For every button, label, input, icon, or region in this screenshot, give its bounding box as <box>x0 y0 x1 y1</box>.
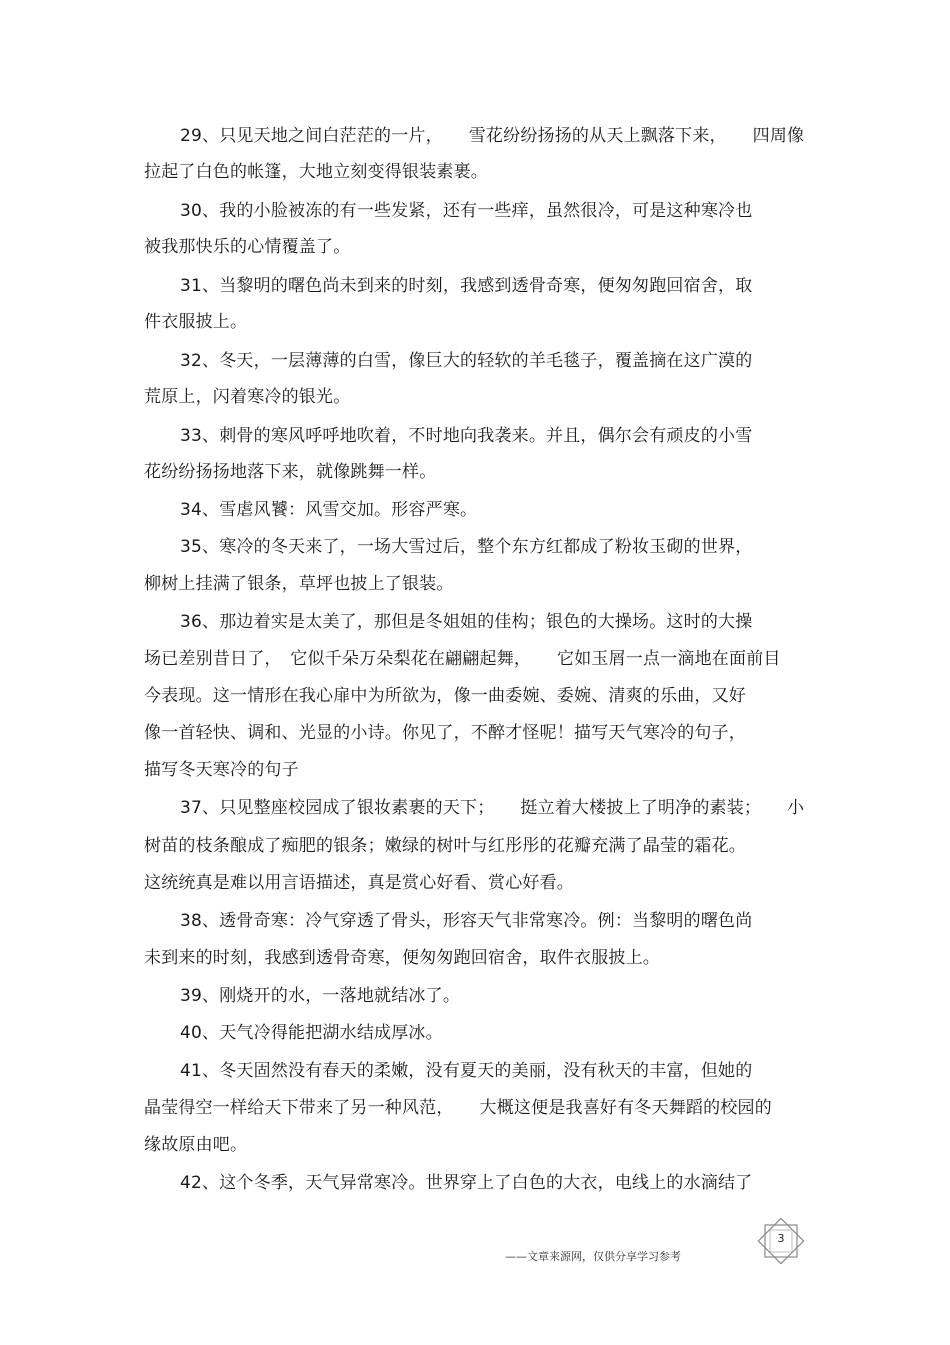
page-number: 3 <box>777 1232 785 1245</box>
text-line: 41、冬天固然没有春天的柔嫩，没有夏天的美丽，没有秋天的丰富，但她的 <box>180 1061 753 1081</box>
text-line: 今表现。这一情形在我心扉中为所欲为，像一曲委婉、委婉、清爽的乐曲，又好 <box>144 686 746 706</box>
text-line: 像一首轻快、调和、光显的小诗。你见了，不醉才怪呢！描写天气寒冷的句子， <box>144 723 746 743</box>
text-line: 荒原上，闪着寒冷的银光。 <box>144 387 351 407</box>
text-line: 描写冬天寒冷的句子 <box>144 760 299 780</box>
text-line: 拉起了白色的帐篷，大地立刻变得银装素裹。 <box>144 162 488 182</box>
text-line: 花纷纷扬扬地落下来，就像跳舞一样。 <box>144 462 437 482</box>
text-line: 37、只见整座校园成了银妆素裹的天下； 挺立着大楼披上了明净的素装； 小 <box>180 798 805 818</box>
text-line: 38、透骨奇寒：冷气穿透了骨头，形容天气非常寒冷。例：当黎明的曙色尚 <box>180 911 753 931</box>
footer-source-note: ——文章来源网，仅供分享学习参考 <box>505 1250 681 1263</box>
text-line: 36、那边着实是太美了，那但是冬姐姐的佳构；银色的大操场。这时的大操 <box>180 612 753 632</box>
text-line: 场已差别昔日了， 它似千朵万朵梨花在翩翩起舞， 它如玉屑一点一滴地在面前目 <box>144 649 781 669</box>
text-line: 29、只见天地之间白茫茫的一片， 雪花纷纷扬扬的从天上飘落下来， 四周像 <box>180 126 805 146</box>
text-line: 35、寒冷的冬天来了，一场大雪过后，整个东方红都成了粉妆玉砌的世界， <box>180 537 753 557</box>
text-line: 34、雪虐风饕：风雪交加。形容严寒。 <box>180 500 478 520</box>
text-line: 33、刺骨的寒风呼呼地吹着，不时地向我袭来。并且，偶尔会有顽皮的小雪 <box>180 426 753 446</box>
text-line: 柳树上挂满了银条，草坪也披上了银装。 <box>144 574 454 594</box>
text-line: 未到来的时刻，我感到透骨奇寒，便匆匆跑回宿舍，取件衣服披上。 <box>144 948 660 968</box>
text-line: 件衣服披上。 <box>144 312 248 332</box>
text-line: 树苗的枝条酿成了痴肥的银条；嫩绿的树叶与红彤彤的花瓣充满了晶莹的霜花。 <box>144 836 746 856</box>
text-line: 42、这个冬季，天气异常寒冷。世界穿上了白色的大衣，电线上的水滴结了 <box>180 1173 753 1193</box>
text-line: 被我那快乐的心情覆盖了。 <box>144 237 351 257</box>
text-line: 缘故原由吧。 <box>144 1135 248 1155</box>
text-line: 31、当黎明的曙色尚未到来的时刻，我感到透骨奇寒，便匆匆跑回宿舍，取 <box>180 276 753 296</box>
text-line: 这统统真是难以用言语描述，真是赏心好看、赏心好看。 <box>144 873 574 893</box>
text-line: 晶莹得空一样给天下带来了另一种风范， 大概这便是我喜好有冬天舞蹈的校园的 <box>144 1098 772 1118</box>
text-line: 40、天气冷得能把湖水结成厚冰。 <box>180 1023 443 1043</box>
text-line: 32、冬天，一层薄薄的白雪，像巨大的轻软的羊毛毯子，覆盖摘在这广漠的 <box>180 351 753 371</box>
text-line: 30、我的小脸被冻的有一些发紧，还有一些痒，虽然很冷，可是这种寒冷也 <box>180 201 753 221</box>
text-line: 39、刚烧开的水，一落地就结冰了。 <box>180 986 461 1006</box>
